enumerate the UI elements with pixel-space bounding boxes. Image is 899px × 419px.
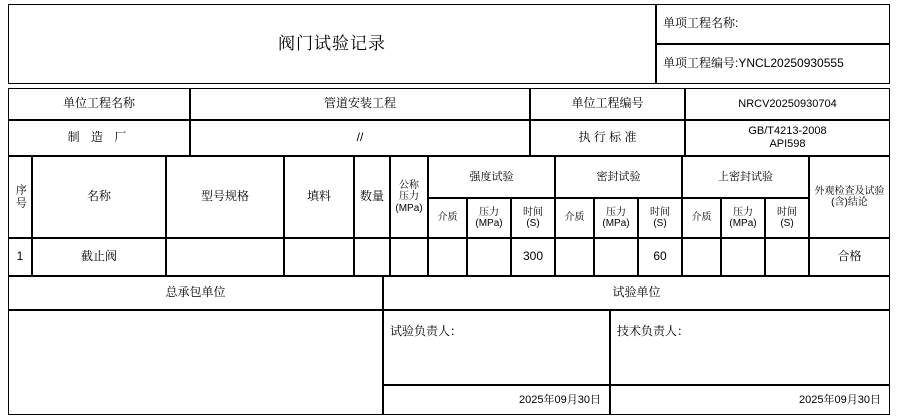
table-row-seal-time	[638, 238, 682, 276]
upper-pressure-line2: (MPa)	[729, 218, 757, 229]
col-header-seq	[8, 156, 32, 238]
general-contractor-label: 总承包单位	[165, 285, 226, 300]
group-header-seal-test	[555, 156, 682, 198]
row-strength-time-value: 300	[522, 249, 544, 264]
group-header-seal-test-label: 密封试验	[596, 170, 641, 183]
subheader-strength-pressure	[467, 198, 511, 238]
test-unit-label: 试验单位	[612, 285, 661, 300]
group-header-upper-seal-test-label: 上密封试验	[718, 170, 773, 183]
project-number-cell	[656, 44, 890, 84]
table-row-strength-medium	[428, 238, 467, 276]
test-leader-date-cell	[383, 385, 610, 415]
subheader-upper-time	[765, 198, 809, 238]
project-name-cell	[656, 4, 890, 44]
standard-value-line2: API598	[769, 138, 806, 150]
col-header-model-label: 型号规格	[200, 189, 249, 204]
seal-pressure-line1: 压力	[606, 206, 626, 218]
table-row-upper-time	[765, 238, 809, 276]
col-header-packing	[284, 156, 354, 238]
seal-time-line2: (S)	[653, 218, 667, 229]
unit-project-name-label: 单位工程名称	[62, 96, 135, 111]
strength-pressure-line1: 压力	[479, 206, 499, 218]
subheader-upper-pressure	[721, 198, 765, 238]
col-header-qty	[354, 156, 390, 238]
unit-project-number-value-cell	[685, 88, 890, 120]
col-header-packing-label: 填料	[306, 189, 331, 204]
table-row-strength-pressure	[467, 238, 511, 276]
manufacturer-label-cell	[8, 120, 190, 156]
group-header-strength-test-label: 强度试验	[469, 170, 514, 183]
table-row-name	[32, 238, 166, 276]
strength-pressure-line2: (MPa)	[475, 218, 503, 229]
general-contractor-header	[8, 276, 383, 310]
test-leader-date: 2025年09月30日	[519, 393, 601, 406]
project-number-label: 单项工程编号:YNCL20250930555	[663, 56, 844, 71]
group-header-upper-seal-test	[682, 156, 809, 198]
table-row-conclusion	[809, 238, 890, 276]
row-name-value: 截止阀	[80, 249, 117, 264]
conclusion-line1: 外观检查及试验	[814, 185, 885, 197]
col-header-qty-label: 数量	[359, 189, 384, 204]
document-title: 阀门试验记录	[278, 34, 386, 54]
nominal-pressure-line3: (MPa)	[395, 202, 423, 214]
conclusion-line2: (含)结论	[831, 197, 868, 208]
table-row-seq	[8, 238, 32, 276]
group-header-strength-test	[428, 156, 555, 198]
row-seal-time-value: 60	[653, 249, 667, 264]
manufacturer-value-cell	[190, 120, 530, 156]
tech-leader-label: 技术负责人：	[617, 324, 690, 338]
row-seq-value: 1	[16, 249, 24, 264]
manufacturer-value: //	[356, 130, 364, 145]
standard-label-cell	[530, 120, 685, 156]
general-contractor-signature-area	[8, 310, 383, 415]
manufacturer-label: 制 造 厂	[67, 130, 131, 145]
upper-time-line1: 时间	[777, 206, 797, 218]
standard-value-line1: GB/T4213-2008	[748, 125, 827, 138]
subheader-seal-medium-label: 介质	[564, 212, 585, 224]
table-row-packing	[284, 238, 354, 276]
test-leader-label: 试验负责人：	[390, 324, 463, 338]
subheader-seal-time	[638, 198, 682, 238]
col-header-name-label: 名称	[86, 189, 111, 204]
subheader-seal-pressure	[594, 198, 638, 238]
tech-leader-date-cell	[610, 385, 890, 415]
seal-pressure-line2: (MPa)	[602, 218, 630, 229]
col-header-nominal-pressure	[390, 156, 428, 238]
standard-label: 执 行 标 准	[578, 130, 637, 145]
table-row-upper-medium	[682, 238, 721, 276]
test-unit-header	[383, 276, 890, 310]
nominal-pressure-line1: 公称	[399, 179, 419, 191]
table-row-nominal-pressure	[390, 238, 428, 276]
unit-project-number-value: NRCV20250930704	[738, 97, 837, 110]
upper-pressure-line1: 压力	[733, 206, 753, 218]
strength-time-line2: (S)	[526, 218, 540, 229]
seal-time-line1: 时间	[650, 206, 670, 218]
unit-project-name-label-cell	[8, 88, 190, 120]
tech-leader-date: 2025年09月30日	[799, 393, 881, 406]
subheader-strength-medium-label: 介质	[437, 212, 458, 224]
nominal-pressure-line2: 压力	[399, 191, 419, 203]
row-conclusion-value: 合格	[837, 249, 862, 264]
unit-project-name-value-cell	[190, 88, 530, 120]
standard-value-cell	[685, 120, 890, 156]
subheader-upper-medium-label: 介质	[691, 212, 712, 224]
col-header-model	[166, 156, 284, 238]
col-header-seq-label: 序号	[14, 184, 27, 210]
subheader-seal-medium	[555, 198, 594, 238]
col-header-name	[32, 156, 166, 238]
table-row-seal-pressure	[594, 238, 638, 276]
unit-project-number-label-cell	[530, 88, 685, 120]
col-header-conclusion	[809, 156, 890, 238]
document-title-cell	[8, 4, 656, 84]
table-row-model	[166, 238, 284, 276]
table-row-upper-pressure	[721, 238, 765, 276]
upper-time-line2: (S)	[780, 218, 794, 229]
project-name-label: 单项工程名称:	[663, 16, 739, 31]
table-row-qty	[354, 238, 390, 276]
test-leader-cell	[383, 310, 610, 385]
table-row-strength-time	[511, 238, 555, 276]
unit-project-name-value: 管道安装工程	[323, 96, 396, 111]
subheader-strength-time	[511, 198, 555, 238]
subheader-upper-medium	[682, 198, 721, 238]
tech-leader-cell	[610, 310, 890, 385]
subheader-strength-medium	[428, 198, 467, 238]
unit-project-number-label: 单位工程编号	[571, 96, 644, 111]
strength-time-line1: 时间	[523, 206, 543, 218]
table-row-seal-medium	[555, 238, 594, 276]
